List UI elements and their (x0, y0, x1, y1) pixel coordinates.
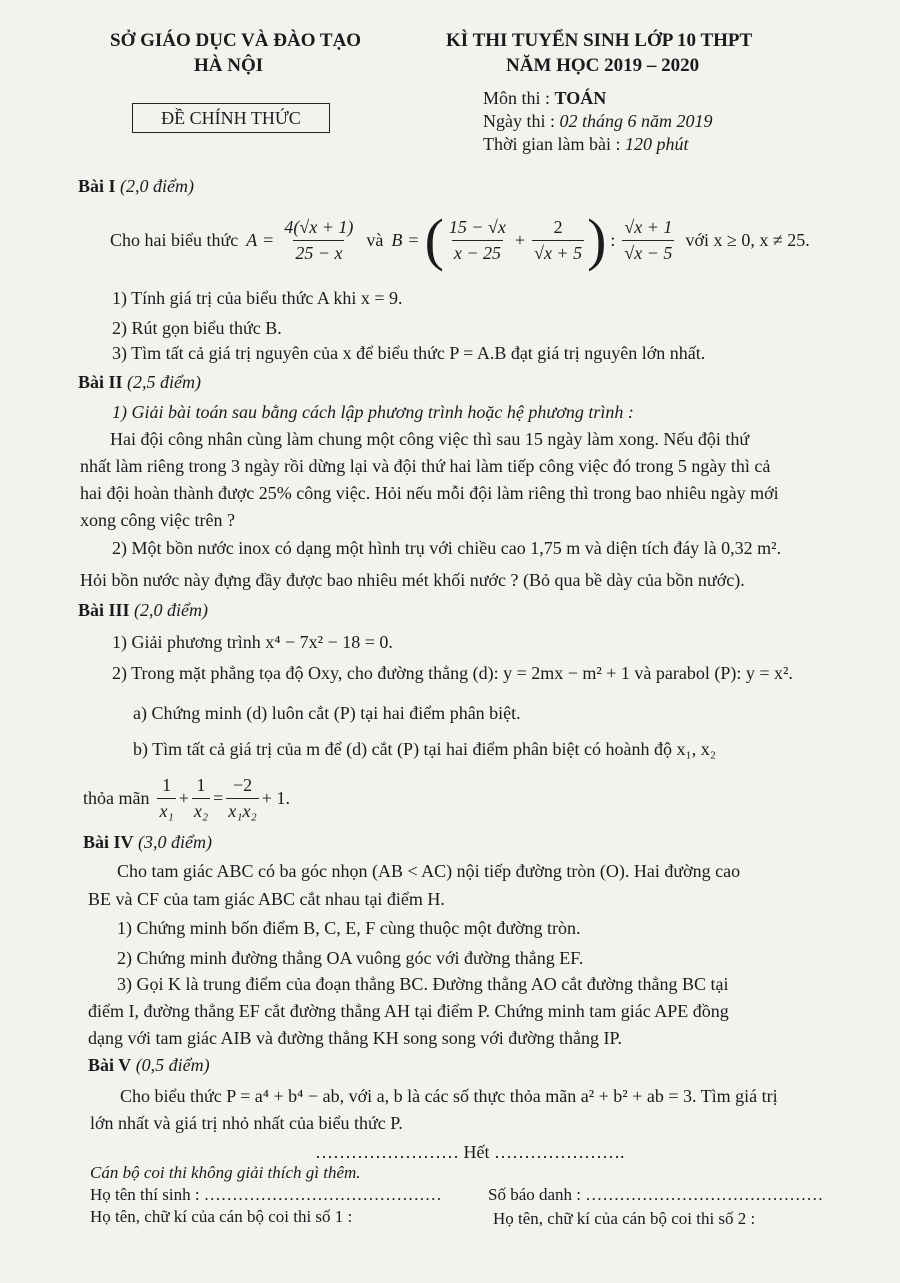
section-points: (2,5 điểm) (127, 372, 202, 392)
section-title: Bài III (78, 600, 130, 620)
question-2-1-head: 1) Giải bài toán sau bằng cách lập phương trình hoặc hệ phương trình : (112, 402, 634, 422)
fraction-A-num: 4(√x + 1) (284, 216, 354, 237)
intro-text: Cho hai biểu thức (110, 229, 239, 250)
section-title: Bài IV (83, 832, 134, 852)
duration-label: Thời gian làm bài : (483, 134, 621, 154)
geometry-line-1: Cho tam giác ABC có ba góc nhọn (AB < AC) nội tiếp đường tròn (O). Hai đường cao (117, 861, 741, 881)
subject-value: TOÁN (554, 88, 607, 108)
var-B: B (391, 229, 403, 250)
question-1-3: 3) Tìm tất cả giá trị nguyên của x để biểu thức P = A.B đạt giá trị nguyên lớn nhất. (112, 343, 706, 363)
fraction-c2 (192, 775, 210, 822)
fraction-c1 (157, 775, 175, 822)
condition-suffix: + 1. (261, 787, 290, 808)
subject-line (483, 88, 606, 109)
condition-text: với x ≥ 0, x ≠ 25. (685, 229, 810, 250)
question-2-2-line-1: 2) Một bồn nước inox có dạng một hình trụ với chiều cao 1,75 m và diện tích đáy là 0,32 m². (112, 538, 782, 558)
question-3-2b: b) Tìm tất cả giá trị của m để (d) cắt (P) tại hai điểm phân biệt có hoành độ x₁, x₂ (133, 739, 717, 759)
fraction-B1-num: 15 − √x (448, 216, 506, 237)
fraction-c1-den: x₁ (157, 798, 175, 822)
right-paren: ) (587, 207, 607, 272)
candidate-number-field: Số báo danh : …………………………………… (488, 1185, 824, 1204)
plus-sign: + (514, 229, 526, 250)
fraction-c1-num: 1 (162, 774, 172, 795)
fraction-B2-num: 2 (553, 216, 563, 237)
equals-B: = (408, 229, 419, 250)
problem-line-1: Hai đội công nhân cùng làm chung một công việc thì sau 15 ngày làm xong. Nếu đội thứ (110, 429, 750, 449)
formula-line (110, 202, 810, 278)
question-5-line-1: Cho biểu thức P = a⁴ + b⁴ − ab, với a, b là các số thực thỏa mãn a² + b² + ab = 3. Tìm giá trị (120, 1086, 778, 1106)
fraction-A (282, 217, 355, 264)
fraction-c3-den: x₁x₂ (226, 798, 259, 822)
section-heading-5 (88, 1055, 210, 1076)
section-title: Bài II (78, 372, 123, 392)
date-line (483, 111, 713, 132)
subject-label: Môn thi : (483, 88, 551, 108)
proctor-1-field: Họ tên, chữ kí của cán bộ coi thi số 1 : (90, 1207, 353, 1226)
fraction-B1-den: x − 25 (452, 240, 503, 264)
official-stamp-box (132, 103, 330, 133)
plus-sign: + (178, 787, 189, 808)
section-heading-3 (78, 600, 208, 621)
fraction-B2-den: √x + 5 (532, 240, 584, 264)
problem-line-2: nhất làm riêng trong 3 ngày rồi dừng lại và đội thứ hai làm tiếp công việc đó trong 5 ngày thì cả (80, 456, 771, 476)
question-4-3-line-1: 3) Gọi K là trung điểm của đoạn thẳng BC. Đường thẳng AO cắt đường thẳng BC tại (117, 974, 729, 994)
date-value: 02 tháng 6 năm 2019 (559, 111, 713, 131)
duration-value: 120 phút (625, 134, 689, 154)
condition-line (83, 772, 290, 824)
question-5-line-2: lớn nhất và giá trị nhỏ nhất của biểu thức P. (90, 1113, 403, 1133)
section-points: (3,0 điểm) (138, 832, 212, 852)
fraction-B3 (622, 217, 674, 264)
exam-title: KÌ THI TUYỂN SINH LỚP 10 THPT (446, 30, 753, 51)
question-1-1: 1) Tính giá trị của biểu thức A khi x = 9. (112, 288, 403, 308)
section-title: Bài V (88, 1055, 132, 1075)
question-4-3-line-2: điểm I, đường thẳng EF cắt đường thẳng AH tại điểm P. Chứng minh tam giác APE đồng (88, 1001, 729, 1021)
fraction-B1 (447, 217, 508, 264)
section-points: (0,5 điểm) (135, 1055, 210, 1075)
fraction-A-den: 25 − x (293, 240, 344, 264)
question-4-2: 2) Chứng minh đường thẳng OA vuông góc với đường thẳng EF. (117, 948, 584, 968)
question-2-2-line-2: Hỏi bồn nước này đựng đầy được bao nhiêu mét khối nước ? (Bỏ qua bề dày của bồn nước). (80, 570, 745, 590)
candidate-name-field: Họ tên thí sinh : …………………………………… (90, 1185, 442, 1204)
var-A: A (246, 229, 258, 250)
problem-line-3: hai đội hoàn thành được 25% công việc. Hỏi nếu mỗi đội làm riêng thì trong bao nhiêu ngày mới (80, 483, 779, 503)
fraction-c2-num: 1 (196, 774, 206, 795)
proctor-note: Cán bộ coi thi không giải thích gì thêm. (90, 1163, 361, 1182)
equals: = (263, 229, 274, 250)
school-year: NĂM HỌC 2019 – 2020 (506, 55, 700, 76)
geometry-line-2: BE và CF của tam giác ABC cắt nhau tại điểm H. (88, 889, 445, 909)
fraction-B3-num: √x + 1 (624, 216, 673, 237)
city-name: HÀ NỘI (194, 55, 264, 76)
section-heading-4 (83, 832, 212, 853)
question-3-2: 2) Trong mặt phẳng tọa độ Oxy, cho đường thẳng (d): y = 2mx − m² + 1 và parabol (P): y = x². (112, 663, 793, 683)
question-3-1: 1) Giải phương trình x⁴ − 7x² − 18 = 0. (112, 632, 393, 652)
official-label: ĐỀ CHÍNH THỨC (161, 107, 301, 128)
section-points: (2,0 điểm) (120, 176, 194, 196)
date-label: Ngày thi : (483, 111, 555, 131)
section-title: Bài I (78, 176, 116, 196)
question-4-3-line-3: dạng với tam giác AIB và đường thẳng KH song song với đường thẳng IP. (88, 1028, 623, 1048)
and-text: và (366, 229, 384, 250)
duration-line (483, 134, 689, 155)
proctor-2-field: Họ tên, chữ kí của cán bộ coi thi số 2 : (493, 1209, 756, 1228)
fraction-c3 (226, 775, 259, 822)
colon-sign: : (610, 229, 616, 250)
problem-line-4: xong công việc trên ? (80, 510, 235, 530)
department-name: SỞ GIÁO DỤC VÀ ĐÀO TẠO (110, 30, 362, 51)
question-4-1: 1) Chứng minh bốn điểm B, C, E, F cùng thuộc một đường tròn. (117, 918, 581, 938)
section-heading-1 (78, 176, 194, 197)
condition-prefix: thỏa mãn (83, 787, 150, 808)
fraction-B2 (532, 217, 584, 264)
fraction-c2-den: x₂ (192, 798, 210, 822)
left-paren: ( (424, 207, 444, 272)
equals-sign: = (213, 787, 224, 808)
section-points: (2,0 điểm) (134, 600, 209, 620)
fraction-B3-den: √x − 5 (622, 240, 674, 264)
section-heading-2 (78, 372, 201, 393)
question-1-2: 2) Rút gọn biểu thức B. (112, 318, 282, 338)
fraction-c3-num: −2 (232, 774, 253, 795)
end-marker: …………………… Hết …………………. (315, 1142, 625, 1162)
question-3-2a: a) Chứng minh (d) luôn cắt (P) tại hai điểm phân biệt. (133, 703, 521, 723)
